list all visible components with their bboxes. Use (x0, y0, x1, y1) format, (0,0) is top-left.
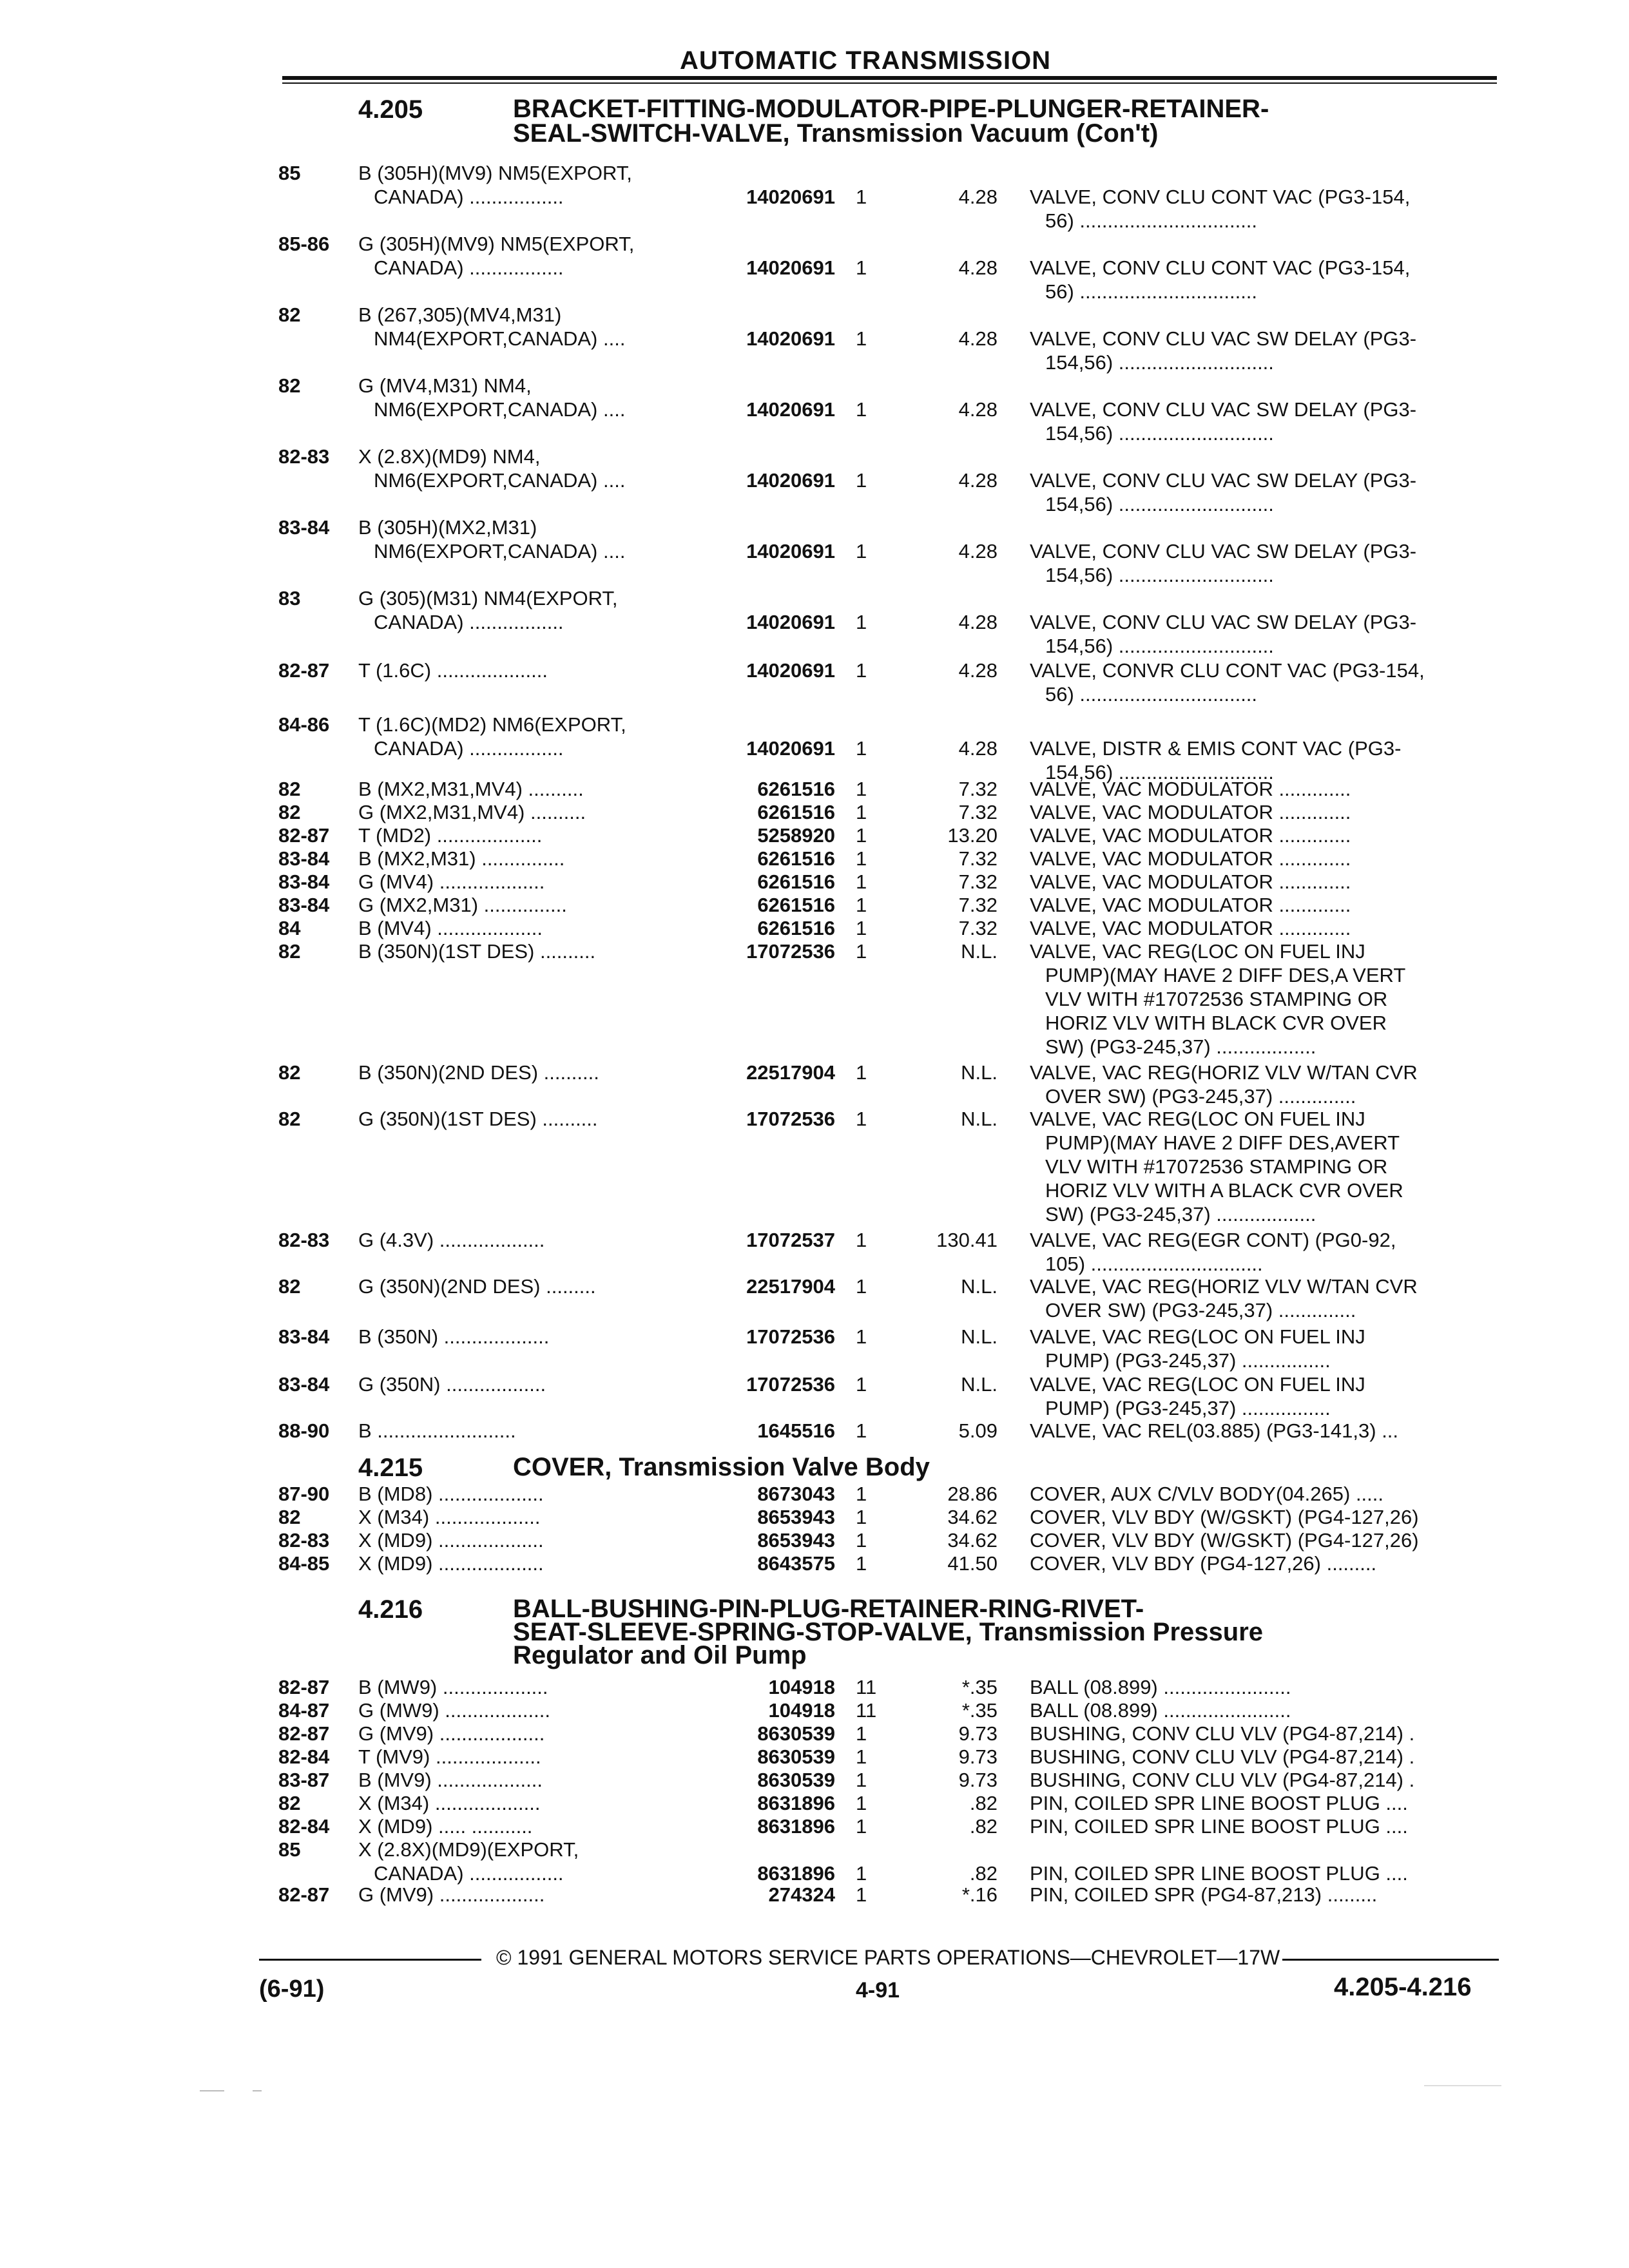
part-name: VALVE, VAC MODULATOR ............. (1030, 894, 1351, 916)
model-description: B (305H)(MX2,M31) (358, 516, 537, 539)
price: 4.28 (958, 737, 998, 760)
quantity: 1 (856, 824, 867, 847)
quantity: 1 (856, 1419, 867, 1442)
price: 4.28 (958, 659, 998, 682)
price: .82 (969, 1792, 998, 1814)
section-title-4215: COVER, Transmission Valve Body (513, 1453, 930, 1481)
part-name: VALVE, DISTR & EMIS CONT VAC (PG3- (1030, 737, 1402, 760)
model-description: X (MD9) ..... ........... (358, 1815, 533, 1838)
part-number: 1645516 (757, 1419, 835, 1442)
quantity: 1 (856, 1722, 867, 1745)
part-name-cont: 154,56) ............................ (1045, 635, 1274, 657)
price: 4.28 (958, 327, 998, 350)
price: 13.20 (947, 824, 998, 847)
year-range: 82 (278, 303, 301, 326)
part-name-cont: 154,56) ............................ (1045, 564, 1274, 586)
model-description: T (1.6C)(MD2) NM6(EXPORT, (358, 713, 626, 736)
part-name-cont: HORIZ VLV WITH BLACK CVR OVER (1045, 1012, 1387, 1034)
price: *.35 (961, 1676, 998, 1698)
part-name-cont: 56) ................................ (1045, 683, 1258, 706)
part-name-cont: VLV WITH #17072536 STAMPING OR (1045, 988, 1388, 1010)
price: *.16 (961, 1883, 998, 1906)
part-number: 104918 (768, 1699, 835, 1722)
model-description: B (MV4) ................... (358, 917, 543, 939)
part-name: VALVE, VAC REG(LOC ON FUEL INJ (1030, 940, 1365, 963)
quantity: 1 (856, 1745, 867, 1768)
quantity: 1 (856, 540, 867, 562)
part-number: 22517904 (746, 1275, 835, 1298)
model-description: G (MV9) ................... (358, 1883, 545, 1906)
part-number: 8653943 (757, 1506, 835, 1528)
year-range: 82-83 (278, 1529, 330, 1552)
part-number: 8630539 (757, 1722, 835, 1745)
part-number: 8630539 (757, 1745, 835, 1768)
model-description: G (350N) .................. (358, 1373, 546, 1396)
year-range: 82-87 (278, 1883, 330, 1906)
part-number: 274324 (768, 1883, 835, 1906)
section-number-4205: 4.205 (358, 95, 423, 124)
header-rule (282, 76, 1497, 80)
part-name: PIN, COILED SPR (PG4-87,213) ......... (1030, 1883, 1378, 1906)
part-name: COVER, VLV BDY (W/GSKT) (PG4-127,26) (1030, 1529, 1419, 1552)
part-number: 8653943 (757, 1529, 835, 1552)
part-name: VALVE, VAC MODULATOR ............. (1030, 778, 1351, 800)
section-number-4215: 4.215 (358, 1454, 423, 1482)
quantity: 1 (856, 737, 867, 760)
part-number: 6261516 (757, 801, 835, 823)
part-number: 17072537 (746, 1229, 835, 1251)
price: .82 (969, 1862, 998, 1885)
part-number: 8631896 (757, 1815, 835, 1838)
model-description: X (M34) ................... (358, 1792, 541, 1814)
year-range: 82 (278, 801, 301, 823)
price: 4.28 (958, 186, 998, 208)
price: N.L. (961, 940, 998, 963)
part-number: 14020691 (746, 186, 835, 208)
part-number: 14020691 (746, 611, 835, 633)
quantity: 1 (856, 1769, 867, 1791)
model-description: B (MW9) ................... (358, 1676, 548, 1698)
quantity: 1 (856, 256, 867, 279)
part-name: COVER, VLV BDY (W/GSKT) (PG4-127,26) (1030, 1506, 1419, 1528)
year-range: 82 (278, 1061, 301, 1084)
year-range: 82-87 (278, 824, 330, 847)
part-name: VALVE, CONV CLU VAC SW DELAY (PG3- (1030, 469, 1417, 492)
year-range: 82 (278, 1275, 301, 1298)
model-description-cont: NM6(EXPORT,CANADA) .... (374, 398, 626, 421)
part-name-cont: OVER SW) (PG3-245,37) .............. (1045, 1299, 1356, 1321)
part-name: VALVE, CONVR CLU CONT VAC (PG3-154, (1030, 659, 1425, 682)
year-range: 83-84 (278, 516, 330, 539)
quantity: 1 (856, 847, 867, 870)
model-description: G (305H)(MV9) NM5(EXPORT, (358, 233, 635, 255)
model-description: X (MD9) ................... (358, 1552, 544, 1575)
part-name-cont: PUMP)(MAY HAVE 2 DIFF DES,A VERT (1045, 964, 1406, 986)
part-name-cont: PUMP) (PG3-245,37) ................ (1045, 1349, 1331, 1372)
part-name: COVER, AUX C/VLV BODY(04.265) ..... (1030, 1483, 1384, 1505)
part-name-cont: OVER SW) (PG3-245,37) .............. (1045, 1085, 1356, 1108)
quantity: 1 (856, 801, 867, 823)
part-name: VALVE, CONV CLU VAC SW DELAY (PG3- (1030, 540, 1417, 562)
year-range: 82-83 (278, 1229, 330, 1251)
model-description: G (MW9) ................... (358, 1699, 550, 1722)
model-description: B (267,305)(MV4,M31) (358, 303, 562, 326)
footer-rule-right (1282, 1959, 1499, 1961)
quantity: 1 (856, 917, 867, 939)
part-number: 8631896 (757, 1792, 835, 1814)
part-number: 6261516 (757, 847, 835, 870)
model-description: T (MV9) ................... (358, 1745, 541, 1768)
price: 41.50 (947, 1552, 998, 1575)
section-title-4216-line1: BALL-BUSHING-PIN-PLUG-RETAINER-RING-RIVET- (513, 1595, 1144, 1623)
section-title-4216-line3: Regulator and Oil Pump (513, 1641, 807, 1669)
price: 7.32 (958, 778, 998, 800)
price: N.L. (961, 1275, 998, 1298)
year-range: 82-84 (278, 1745, 330, 1768)
model-description: G (4.3V) ................... (358, 1229, 545, 1251)
part-name: BUSHING, CONV CLU VLV (PG4-87,214) . (1030, 1745, 1415, 1768)
quantity: 1 (856, 659, 867, 682)
model-description: X (MD9) ................... (358, 1529, 544, 1552)
year-range: 82 (278, 940, 301, 963)
year-range: 84-85 (278, 1552, 330, 1575)
part-number: 8630539 (757, 1769, 835, 1791)
part-number: 14020691 (746, 659, 835, 682)
model-description: B (350N)(2ND DES) .......... (358, 1061, 599, 1084)
model-description: B (MV9) ................... (358, 1769, 543, 1791)
part-number: 8673043 (757, 1483, 835, 1505)
quantity: 1 (856, 1529, 867, 1552)
price: 7.32 (958, 870, 998, 893)
part-name: VALVE, VAC REG(EGR CONT) (PG0-92, (1030, 1229, 1396, 1251)
part-number: 14020691 (746, 327, 835, 350)
quantity: 1 (856, 1373, 867, 1396)
quantity: 1 (856, 1108, 867, 1130)
part-number: 104918 (768, 1676, 835, 1698)
model-description-cont: NM4(EXPORT,CANADA) .... (374, 327, 626, 350)
section-title-4205-line2: SEAL-SWITCH-VALVE, Transmission Vacuum (Con't) (513, 119, 1159, 148)
quantity: 1 (856, 1275, 867, 1298)
price: 5.09 (958, 1419, 998, 1442)
model-description: G (MV9) ................... (358, 1722, 545, 1745)
year-range: 84 (278, 917, 301, 939)
year-range: 82-87 (278, 1676, 330, 1698)
part-name: VALVE, CONV CLU CONT VAC (PG3-154, (1030, 256, 1411, 279)
part-name: VALVE, VAC REG(LOC ON FUEL INJ (1030, 1373, 1365, 1396)
price: 9.73 (958, 1769, 998, 1791)
year-range: 82 (278, 1792, 301, 1814)
model-description: B (350N) ................... (358, 1325, 550, 1348)
price: 9.73 (958, 1722, 998, 1745)
price: 130.41 (936, 1229, 998, 1251)
model-description-cont: CANADA) ................. (374, 186, 564, 208)
scan-mark (1424, 2085, 1501, 2086)
part-name: VALVE, VAC REL(03.885) (PG3-141,3) ... (1030, 1419, 1399, 1442)
part-name-cont: VLV WITH #17072536 STAMPING OR (1045, 1155, 1388, 1178)
year-range: 83-87 (278, 1769, 330, 1791)
part-name: VALVE, CONV CLU VAC SW DELAY (PG3- (1030, 611, 1417, 633)
part-name: BUSHING, CONV CLU VLV (PG4-87,214) . (1030, 1769, 1415, 1791)
quantity: 1 (856, 611, 867, 633)
quantity: 1 (856, 1061, 867, 1084)
quantity: 1 (856, 398, 867, 421)
model-description: G (MX2,M31,MV4) .......... (358, 801, 586, 823)
price: 34.62 (947, 1529, 998, 1552)
quantity: 1 (856, 1883, 867, 1906)
price: N.L. (961, 1325, 998, 1348)
part-name-cont: 154,56) ............................ (1045, 351, 1274, 374)
year-range: 82-84 (278, 1815, 330, 1838)
part-name-cont: PUMP)(MAY HAVE 2 DIFF DES,AVERT (1045, 1131, 1400, 1154)
model-description-cont: NM6(EXPORT,CANADA) .... (374, 469, 626, 492)
part-name-cont: 154,56) ............................ (1045, 422, 1274, 445)
model-description: G (MV4,M31) NM4, (358, 374, 532, 397)
quantity: 1 (856, 327, 867, 350)
part-number: 17072536 (746, 1325, 835, 1348)
model-description-cont: NM6(EXPORT,CANADA) .... (374, 540, 626, 562)
price: 4.28 (958, 611, 998, 633)
part-number: 14020691 (746, 256, 835, 279)
price: 7.32 (958, 894, 998, 916)
price: N.L. (961, 1373, 998, 1396)
part-name-cont: 56) ................................ (1045, 209, 1258, 232)
quantity: 1 (856, 1862, 867, 1885)
quantity: 1 (856, 1552, 867, 1575)
year-range: 87-90 (278, 1483, 330, 1505)
part-number: 14020691 (746, 398, 835, 421)
model-description: G (MV4) ................... (358, 870, 545, 893)
part-number: 14020691 (746, 469, 835, 492)
model-description-cont: CANADA) ................. (374, 256, 564, 279)
year-range: 82-83 (278, 445, 330, 468)
part-number: 14020691 (746, 737, 835, 760)
section-number-4216: 4.216 (358, 1595, 423, 1624)
year-range: 84-87 (278, 1699, 330, 1722)
part-number: 6261516 (757, 870, 835, 893)
price: 34.62 (947, 1506, 998, 1528)
model-description: B (350N)(1ST DES) .......... (358, 940, 596, 963)
price: 9.73 (958, 1745, 998, 1768)
part-name: PIN, COILED SPR LINE BOOST PLUG .... (1030, 1815, 1408, 1838)
model-description-cont: CANADA) ................. (374, 611, 564, 633)
year-range: 83-84 (278, 894, 330, 916)
model-description-cont: CANADA) ................. (374, 1862, 564, 1885)
scan-mark (200, 2090, 224, 2091)
part-name: BALL (08.899) ....................... (1030, 1676, 1291, 1698)
model-description: X (M34) ................... (358, 1506, 541, 1528)
part-name: BUSHING, CONV CLU VLV (PG4-87,214) . (1030, 1722, 1415, 1745)
price: 4.28 (958, 256, 998, 279)
model-description: G (305)(M31) NM4(EXPORT, (358, 587, 618, 610)
quantity: 1 (856, 1229, 867, 1251)
footer-rule-left (259, 1959, 481, 1961)
model-description: G (MX2,M31) ............... (358, 894, 567, 916)
part-name-cont: SW) (PG3-245,37) .................. (1045, 1203, 1316, 1225)
section-title-4216-line2: SEAT-SLEEVE-SPRING-STOP-VALVE, Transmission Pressure (513, 1618, 1264, 1646)
part-name-cont: 154,56) ............................ (1045, 761, 1274, 783)
part-name-cont: 56) ................................ (1045, 280, 1258, 303)
footer-date: (6-91) (259, 1975, 325, 2003)
part-number: 6261516 (757, 917, 835, 939)
quantity: 1 (856, 1483, 867, 1505)
model-description: G (350N)(1ST DES) .......... (358, 1108, 598, 1130)
part-number: 5258920 (757, 824, 835, 847)
price: N.L. (961, 1108, 998, 1130)
quantity: 1 (856, 1815, 867, 1838)
part-name: VALVE, CONV CLU CONT VAC (PG3-154, (1030, 186, 1411, 208)
part-name: COVER, VLV BDY (PG4-127,26) ......... (1030, 1552, 1377, 1575)
year-range: 85 (278, 1838, 301, 1861)
footer-copyright: © 1991 GENERAL MOTORS SERVICE PARTS OPERATIONS—CHEVROLET—17W (496, 1946, 1280, 1969)
part-name: VALVE, VAC REG(LOC ON FUEL INJ (1030, 1325, 1365, 1348)
part-name: VALVE, VAC MODULATOR ............. (1030, 847, 1351, 870)
model-description: G (350N)(2ND DES) ......... (358, 1275, 596, 1298)
price: 28.86 (947, 1483, 998, 1505)
price: 7.32 (958, 801, 998, 823)
part-name: VALVE, VAC MODULATOR ............. (1030, 801, 1351, 823)
model-description-cont: CANADA) ................. (374, 737, 564, 760)
part-name: VALVE, VAC MODULATOR ............. (1030, 824, 1351, 847)
quantity: 1 (856, 894, 867, 916)
part-number: 17072536 (746, 1108, 835, 1130)
quantity: 1 (856, 1506, 867, 1528)
section-title-4205-line1: BRACKET-FITTING-MODULATOR-PIPE-PLUNGER-RETAINER- (513, 95, 1269, 123)
model-description: B (MX2,M31) ............... (358, 847, 565, 870)
model-description: X (2.8X)(MD9) NM4, (358, 445, 541, 468)
part-name-cont: 105) ............................... (1045, 1253, 1263, 1275)
year-range: 82 (278, 1506, 301, 1528)
part-name: VALVE, VAC REG(HORIZ VLV W/TAN CVR (1030, 1061, 1418, 1084)
part-number: 14020691 (746, 540, 835, 562)
quantity: 1 (856, 940, 867, 963)
quantity: 11 (856, 1699, 877, 1722)
quantity: 1 (856, 1792, 867, 1814)
quantity: 1 (856, 469, 867, 492)
part-name: VALVE, CONV CLU VAC SW DELAY (PG3- (1030, 398, 1417, 421)
year-range: 82 (278, 374, 301, 397)
quantity: 1 (856, 1325, 867, 1348)
scan-mark (253, 2090, 262, 2091)
footer-section-range: 4.205-4.216 (1334, 1973, 1472, 2001)
year-range: 88-90 (278, 1419, 330, 1442)
part-number: 17072536 (746, 1373, 835, 1396)
model-description: T (MD2) ................... (358, 824, 543, 847)
part-name: VALVE, VAC MODULATOR ............. (1030, 870, 1351, 893)
part-name-cont: SW) (PG3-245,37) .................. (1045, 1035, 1316, 1058)
model-description: T (1.6C) .................... (358, 659, 548, 682)
part-number: 6261516 (757, 894, 835, 916)
quantity: 1 (856, 870, 867, 893)
price: .82 (969, 1815, 998, 1838)
part-name: VALVE, VAC MODULATOR ............. (1030, 917, 1351, 939)
part-name: BALL (08.899) ....................... (1030, 1699, 1291, 1722)
part-name: VALVE, VAC REG(LOC ON FUEL INJ (1030, 1108, 1365, 1130)
part-name: VALVE, VAC REG(HORIZ VLV W/TAN CVR (1030, 1275, 1418, 1298)
year-range: 82 (278, 778, 301, 800)
year-range: 85-86 (278, 233, 330, 255)
model-description: B (MX2,M31,MV4) .......... (358, 778, 584, 800)
model-description: B ......................... (358, 1419, 516, 1442)
price: 4.28 (958, 398, 998, 421)
price: 7.32 (958, 847, 998, 870)
quantity: 11 (856, 1676, 877, 1698)
part-name: VALVE, CONV CLU VAC SW DELAY (PG3- (1030, 327, 1417, 350)
price: 4.28 (958, 469, 998, 492)
year-range: 84-86 (278, 713, 330, 736)
part-number: 8643575 (757, 1552, 835, 1575)
year-range: 82 (278, 1108, 301, 1130)
quantity: 1 (856, 186, 867, 208)
model-description: X (2.8X)(MD9)(EXPORT, (358, 1838, 579, 1861)
year-range: 82-87 (278, 659, 330, 682)
quantity: 1 (856, 778, 867, 800)
part-name: PIN, COILED SPR LINE BOOST PLUG .... (1030, 1862, 1408, 1885)
part-number: 8631896 (757, 1862, 835, 1885)
footer-page-number: 4-91 (856, 1978, 900, 2003)
year-range: 83 (278, 587, 301, 610)
part-name-cont: PUMP) (PG3-245,37) ................ (1045, 1397, 1331, 1419)
part-name-cont: 154,56) ............................ (1045, 493, 1274, 515)
year-range: 83-84 (278, 1373, 330, 1396)
model-description: B (305H)(MV9) NM5(EXPORT, (358, 162, 632, 184)
price: N.L. (961, 1061, 998, 1084)
part-name: PIN, COILED SPR LINE BOOST PLUG .... (1030, 1792, 1408, 1814)
year-range: 82-87 (278, 1722, 330, 1745)
part-number: 17072536 (746, 940, 835, 963)
part-name-cont: HORIZ VLV WITH A BLACK CVR OVER (1045, 1179, 1403, 1202)
page-header-title: AUTOMATIC TRANSMISSION (680, 46, 1052, 75)
year-range: 85 (278, 162, 301, 184)
year-range: 83-84 (278, 1325, 330, 1348)
year-range: 83-84 (278, 870, 330, 893)
part-number: 22517904 (746, 1061, 835, 1084)
model-description: B (MD8) ................... (358, 1483, 544, 1505)
price: 7.32 (958, 917, 998, 939)
price: *.35 (961, 1699, 998, 1722)
year-range: 83-84 (278, 847, 330, 870)
header-rule-thin (282, 82, 1497, 84)
price: 4.28 (958, 540, 998, 562)
part-number: 6261516 (757, 778, 835, 800)
